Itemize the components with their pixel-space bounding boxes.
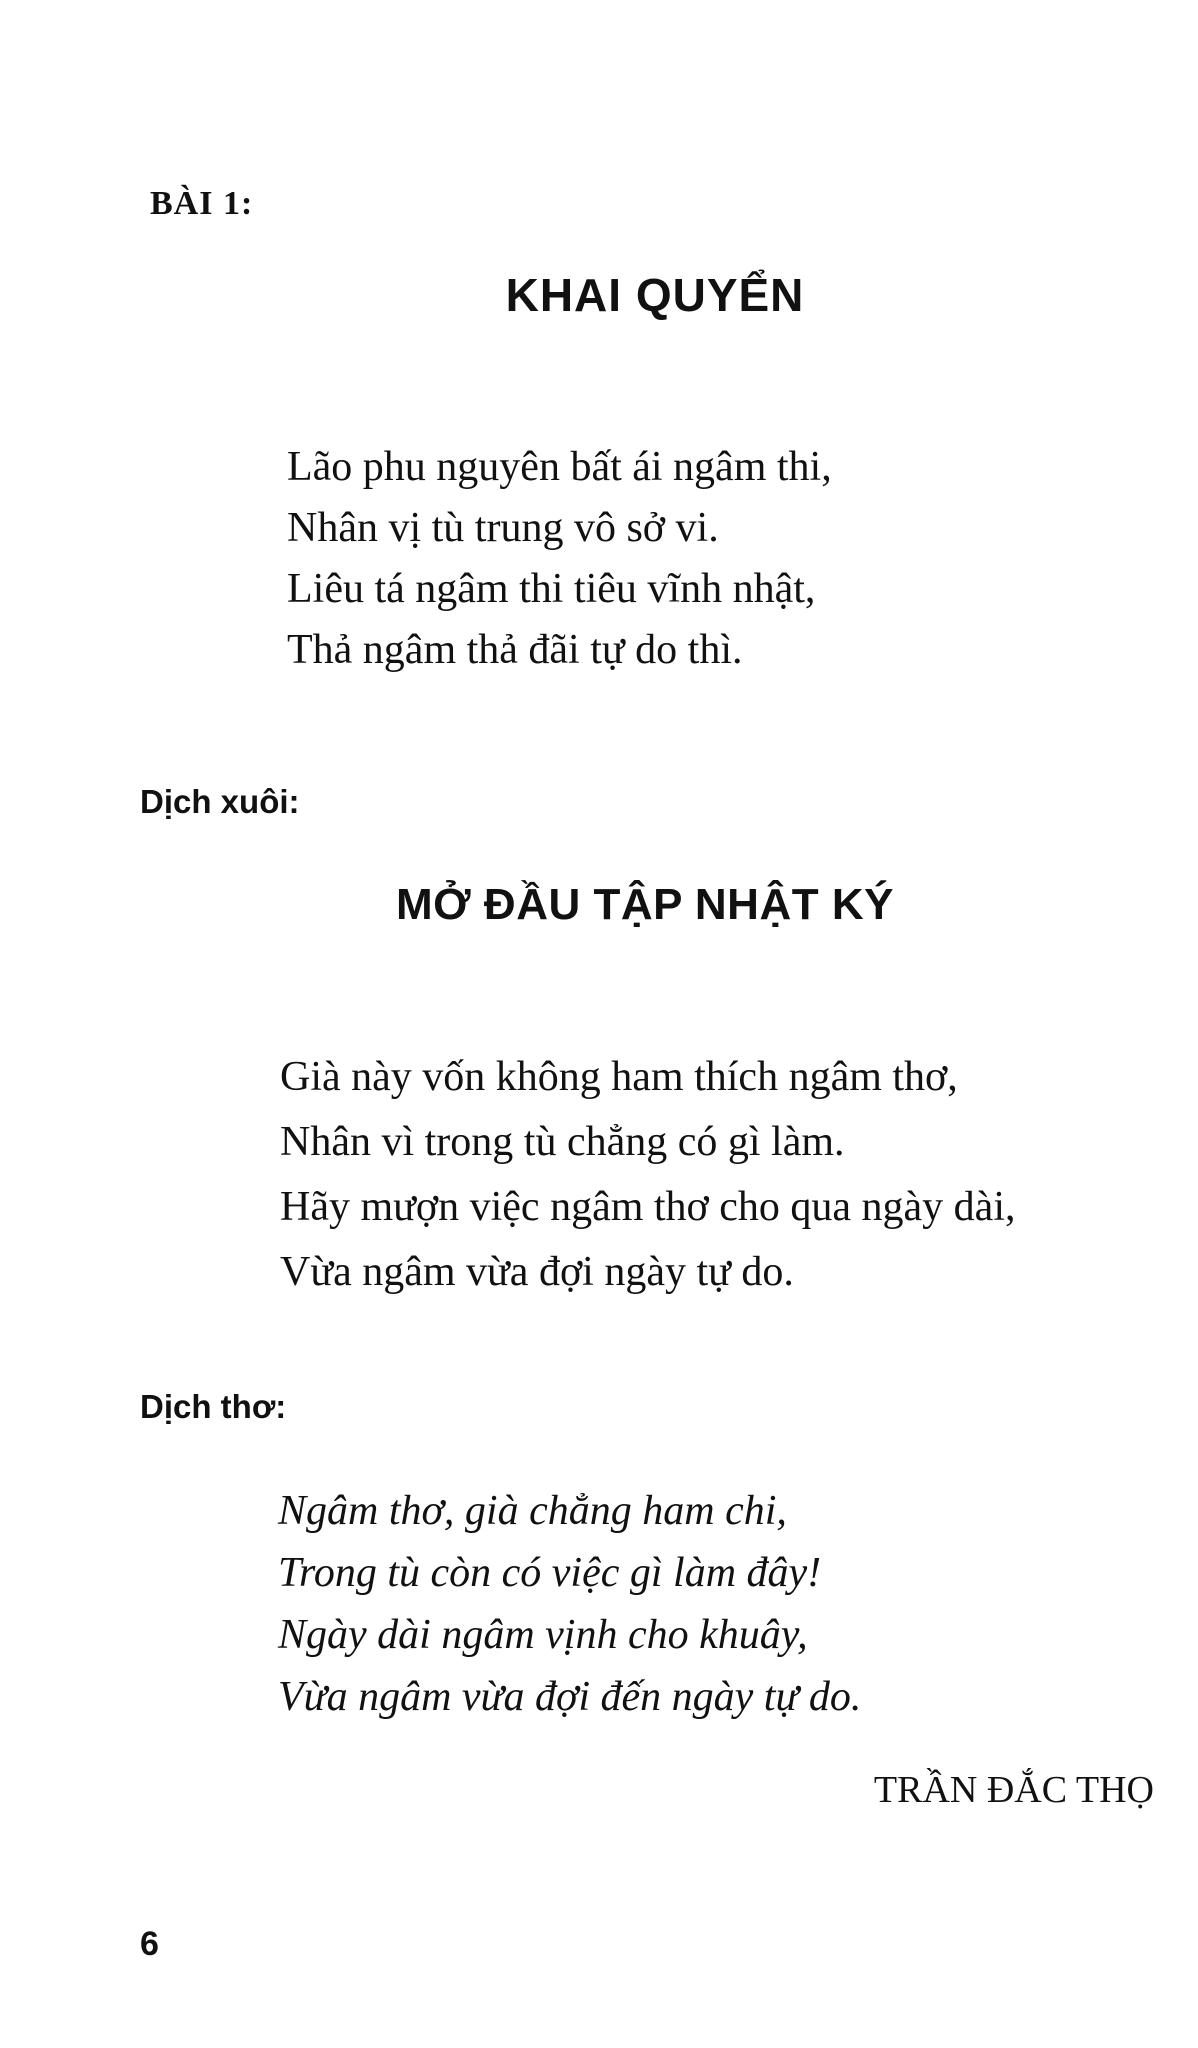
prose-line: Nhân vì trong tù chẳng có gì làm. <box>280 1119 845 1165</box>
verse-translation <box>278 1480 861 1728</box>
original-poem <box>287 437 832 681</box>
poem-line: Lão phu nguyên bất ái ngâm thi, <box>287 444 832 490</box>
verse-translation-label: Dịch thơ: <box>140 1388 287 1425</box>
page-number: 6 <box>140 1925 159 1963</box>
poem-line: Nhân vị tù trung vô sở vi. <box>287 505 719 551</box>
lesson-label: BÀI 1: <box>150 185 254 222</box>
translator-name: TRẦN ĐẮC THỌ <box>873 1769 1154 1811</box>
prose-line: Già này vốn không ham thích ngâm thơ, <box>280 1054 958 1100</box>
poem-line: Thả ngâm thả đãi tự do thì. <box>287 627 743 673</box>
prose-translation-label: Dịch xuôi: <box>140 783 300 820</box>
poem-title: KHAI QUYỂN <box>505 269 805 321</box>
prose-line: Hãy mượn việc ngâm thơ cho qua ngày dài, <box>280 1184 1016 1230</box>
verse-line: Trong tù còn có việc gì làm đây! <box>278 1550 822 1596</box>
prose-line: Vừa ngâm vừa đợi ngày tự do. <box>280 1249 794 1295</box>
verse-line: Ngày dài ngâm vịnh cho khuây, <box>278 1612 808 1658</box>
prose-translation <box>280 1045 1016 1305</box>
translated-title: MỞ ĐẦU TẬP NHẬT KÝ <box>396 880 894 929</box>
verse-line: Ngâm thơ, già chẳng ham chi, <box>278 1488 787 1534</box>
verse-line: Vừa ngâm vừa đợi đến ngày tự do. <box>278 1674 862 1720</box>
poem-line: Liêu tá ngâm thi tiêu vĩnh nhật, <box>287 566 816 612</box>
